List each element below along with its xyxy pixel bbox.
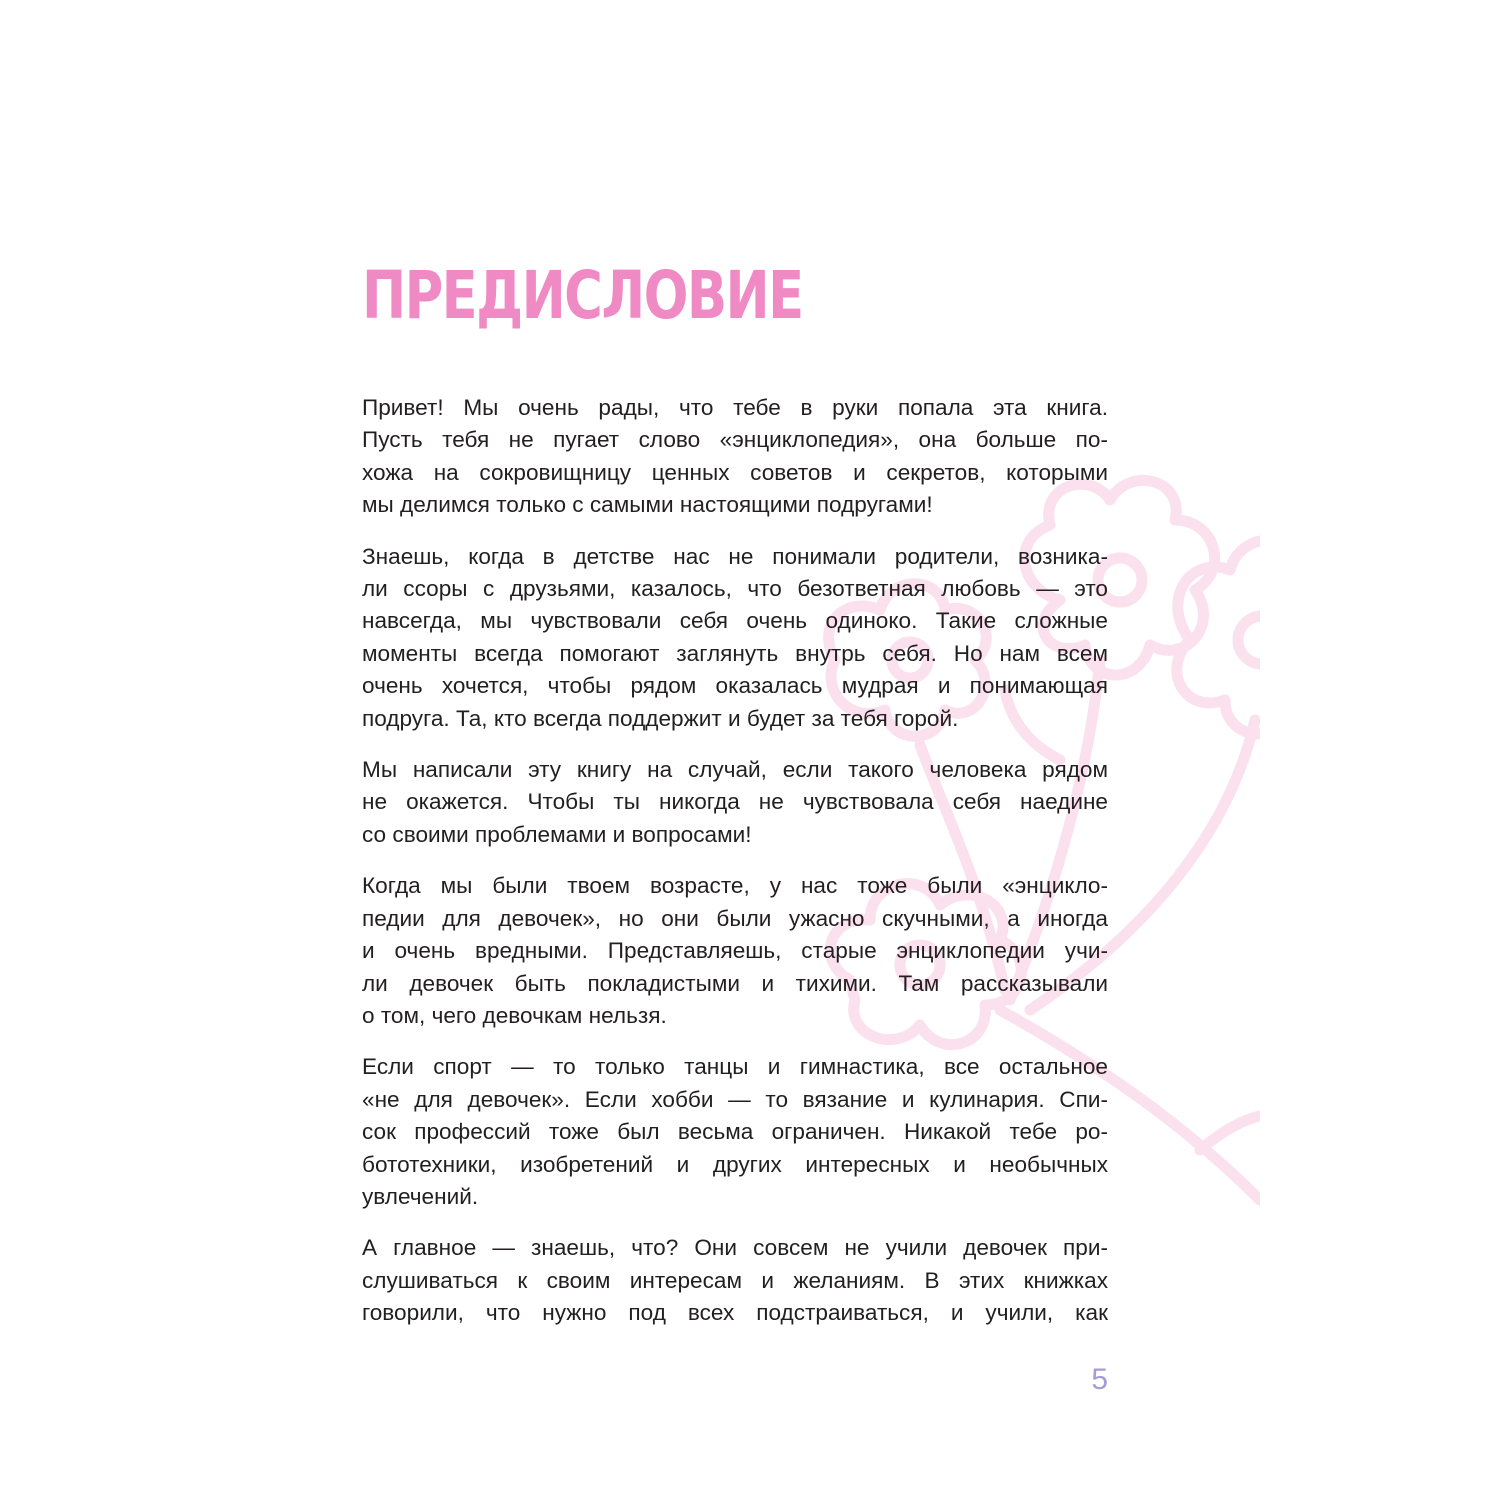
text-line: моменты всегда помогают заглянуть внутрь себя. Но нам всем [362, 640, 1108, 666]
text-line: хожа на сокровищницу ценных советов и секретов, которыми [362, 459, 1108, 485]
paragraph [362, 1051, 1108, 1213]
text-line: ли ссоры с друзьями, казалось, что безответная любовь — это [362, 576, 1108, 602]
text-line: со своими проблемами и вопросами! [362, 821, 752, 847]
page-title: ПРЕДИСЛОВИЕ [362, 257, 803, 334]
body-text [362, 392, 1108, 1349]
leaf-icon [1200, 1114, 1290, 1150]
text-line: ли девочек быть покладистыми и тихими. Там рассказывали [362, 970, 1108, 996]
text-line: навсегда, мы чувствовали себя очень одиноко. Такие сложные [362, 608, 1108, 634]
paragraph [362, 1232, 1108, 1329]
text-line: Пусть тебя не пугает слово «энциклопедия», она больше по- [362, 427, 1108, 453]
paragraph [362, 870, 1108, 1032]
text-line: А главное — знаешь, что? Они совсем не учили девочек при- [362, 1235, 1108, 1261]
paragraph [362, 392, 1108, 522]
text-line: педии для девочек», но они были ужасно скучными, а иногда [362, 905, 1108, 931]
paragraph [362, 541, 1108, 735]
text-line: говорили, что нужно под всех подстраиваться, и учили, как [362, 1300, 1108, 1326]
text-line: не окажется. Чтобы ты никогда не чувствовала себя наедине [362, 789, 1108, 815]
text-line: Если спорт — то только танцы и гимнастика, все остальное [362, 1054, 1108, 1080]
page-number: 5 [1091, 1363, 1108, 1396]
text-line: очень хочется, чтобы рядом оказалась мудрая и понимающая [362, 673, 1108, 699]
text-line: подруга. Та, кто всегда поддержит и будет за тебя горой. [362, 705, 959, 731]
text-line: увлечений. [362, 1183, 479, 1209]
text-line: Привет! Мы очень рады, что тебе в руки попала эта книга. [362, 395, 1108, 420]
text-line: «не для девочек». Если хобби — то вязание и кулинария. Спи- [362, 1086, 1108, 1112]
text-line: мы делимся только с самыми настоящими подругами! [362, 492, 933, 518]
text-line: и очень вредными. Представляешь, старые энциклопедии учи- [362, 938, 1108, 964]
text-line: бототехники, изобретений и других интересных и необычных [362, 1151, 1108, 1177]
text-line: сок профессий тоже был весьма ограничен. Никакой тебе ро- [362, 1119, 1108, 1145]
paragraph [362, 754, 1108, 851]
text-line: о том, чего девочкам нельзя. [362, 1002, 667, 1028]
right-flower-icon [1177, 540, 1352, 734]
text-line: слушиваться к своим интересам и желаниям. В этих книжках [362, 1267, 1108, 1293]
text-line: Знаешь, когда в детстве нас не понимали родители, возника- [362, 543, 1108, 569]
text-line: Когда мы были твоем возрасте, у нас тоже были «энцикло- [362, 873, 1108, 899]
text-line: Мы написали эту книгу на случай, если такого человека рядом [362, 757, 1108, 783]
